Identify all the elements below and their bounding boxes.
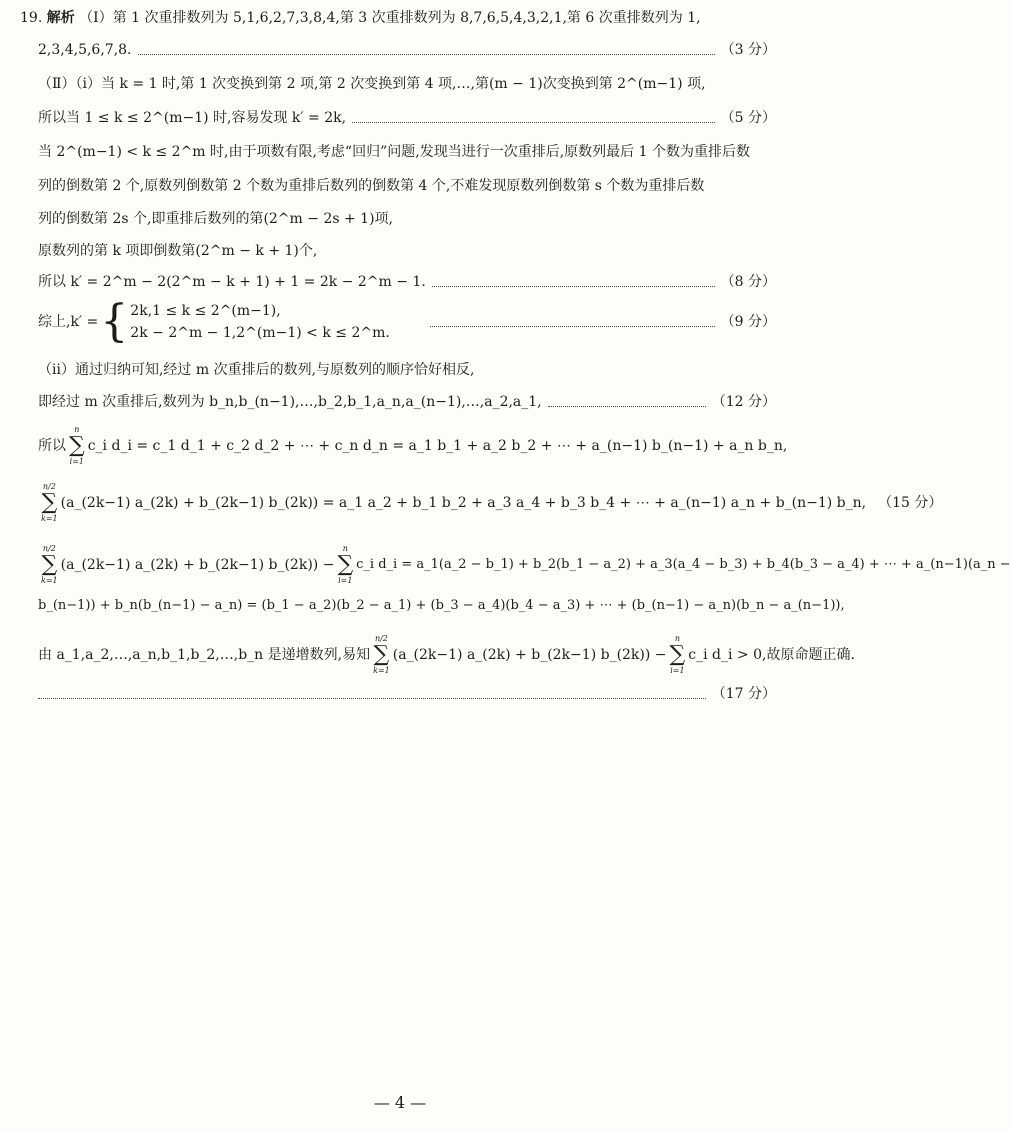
piecewise-brace [98, 296, 390, 347]
score-9: （9 分） [720, 314, 776, 330]
part2ii-line2 [38, 392, 776, 412]
dot-leader [352, 122, 715, 123]
sum-upper: n/2 [42, 544, 56, 553]
line7-prefix: 由 a_1,a_2,…,a_n,b_1,b_2,…,b_n 是递增数列,易知 [38, 647, 371, 663]
part2i-line2 [38, 108, 776, 128]
sum-upper: n [74, 425, 80, 434]
problem-header: 解析 [46, 10, 75, 26]
part1-text-b: 2,3,4,5,6,7,8. [38, 42, 132, 58]
line3-rest: c_i d_i = c_1 d_1 + c_2 d_2 + ⋯ + c_n d_n = a_1 b_1 + a_2 b_2 + ⋯ + a_(n−1) b_(n−1) + a_n b_n, [87, 438, 788, 454]
score-12: （12 分） [711, 394, 776, 410]
part2i-summary [38, 298, 776, 346]
part1-text-a: 第 1 次重排数列为 5,1,6,2,7,3,8,4,第 3 次重排数列为 8,7,6,5,4,3,2,1,第 6 次重排数列为 1, [112, 10, 701, 26]
score-3: （3 分） [720, 42, 776, 58]
final-score-line [38, 684, 776, 704]
problem-number: 19. [20, 10, 43, 26]
part2i-line3: 当 2^(m−1) < k ≤ 2^m 时,由于项数有限,考虑“回归”问题,发现当进行一次重排后,原数列最后 1 个数为重排后数 [38, 144, 750, 160]
left-brace-icon: { [100, 296, 129, 347]
piecewise-cases [130, 300, 390, 344]
sum-symbol [69, 425, 85, 467]
score-17: （17 分） [711, 686, 776, 702]
part2i-text2: 所以当 1 ≤ k ≤ 2^(m−1) 时,容易发现 k′ = 2k, [38, 110, 347, 126]
score-15: （15 分） [878, 495, 943, 511]
case-2: 2k − 2^m − 1,2^(m−1) < k ≤ 2^m. [130, 325, 390, 341]
line5-rest: (a_(2k−1) a_(2k) + b_(2k−1) b_(2k)) − [60, 557, 335, 573]
sum-lower: i=1 [670, 666, 685, 675]
sigma-icon: ∑ [669, 642, 686, 667]
sum-symbol [670, 634, 686, 676]
line7-mid: (a_(2k−1) a_(2k) + b_(2k−1) b_(2k)) − [392, 647, 667, 663]
line5-tail: c_i d_i = a_1(a_2 − b_1) + b_2(b_1 − a_2) + a_3(a_4 − b_3) + b_4(b_3 − a_4) + ⋯ + a_(n−1)(a_n − [356, 557, 1011, 572]
part2i-line4: 列的倒数第 2 个,原数列倒数第 2 个数为重排后数列的倒数第 4 个,不难发现原数列倒数第 s 个数为重排后数 [38, 178, 705, 194]
part2i-label: （Ⅱ）（ⅰ） [38, 76, 101, 92]
case-1: 2k,1 ≤ k ≤ 2^(m−1), [130, 303, 281, 319]
sum-lower: i=1 [69, 457, 85, 466]
line7-tail: c_i d_i > 0,故原命题正确. [688, 647, 855, 663]
part2ii-line3 [38, 424, 788, 468]
summary-prefix: 综上,k′ = [38, 314, 99, 330]
page-number: — 4 — [373, 1093, 427, 1112]
part2ii-line1 [38, 360, 776, 380]
sum-upper: n [342, 544, 348, 553]
part2i-line1 [38, 74, 776, 94]
part2ii-text1: 通过归纳可知,经过 m 次重排后的数列,与原数列的顺序恰好相反, [74, 362, 475, 378]
part2ii-line5 [38, 540, 1011, 590]
score-5: （5 分） [720, 110, 776, 126]
sigma-icon: ∑ [69, 433, 85, 458]
sum-lower: k=1 [373, 666, 390, 675]
dot-leader [38, 698, 706, 699]
sum-lower: k=1 [41, 576, 58, 585]
sum-lower: i=1 [338, 576, 353, 585]
part1-line2 [38, 40, 776, 60]
sum-upper: n [674, 634, 680, 643]
sum-lower: k=1 [41, 514, 58, 523]
part2i-line5: 列的倒数第 2s 个,即重排后数列的第(2^m − 2s + 1)项, [38, 211, 393, 227]
part2i-line6: 原数列的第 k 项即倒数第(2^m − k + 1)个, [38, 243, 318, 259]
part2ii-text2: 即经过 m 次重排后,数列为 b_n,b_(n−1),…,b_2,b_1,a_n,a_(n−1),…,a_2,a_1, [38, 394, 542, 410]
dot-leader [548, 406, 706, 407]
dot-leader [138, 54, 715, 55]
dot-leader [430, 326, 715, 327]
dot-leader [432, 286, 715, 287]
sum-upper: n/2 [42, 482, 56, 491]
part2ii-line4 [38, 478, 943, 528]
score-8: （8 分） [720, 274, 776, 290]
sum-symbol [41, 482, 58, 524]
line4-rest: (a_(2k−1) a_(2k) + b_(2k−1) b_(2k)) = a_1 a_2 + b_1 b_2 + a_3 a_4 + b_3 b_4 + ⋯ + a_(n−1) a_n + b_(n−1) b_n, [60, 495, 867, 511]
part2i-text1: 当 k = 1 时,第 1 次变换到第 2 项,第 2 次变换到第 4 项,…,第(m − 1)次变换到第 2^(m−1) 项, [101, 76, 706, 92]
sigma-icon: ∑ [373, 642, 390, 667]
sum-symbol [41, 544, 58, 586]
line3-prefix: 所以 [38, 438, 66, 454]
part2ii-line7 [38, 630, 855, 680]
part2i-text7: 所以 k′ = 2^m − 2(2^m − k + 1) + 1 = 2k − 2^m − 1. [38, 274, 426, 290]
part1-label: （Ⅰ） [79, 10, 113, 26]
sum-symbol [373, 634, 390, 676]
part2ii-label: （ⅱ） [38, 362, 75, 378]
sigma-icon: ∑ [41, 552, 58, 577]
sum-upper: n/2 [374, 634, 388, 643]
sigma-icon: ∑ [41, 490, 58, 515]
part2i-line7 [38, 272, 776, 292]
part1-line1 [20, 8, 776, 28]
sum-symbol [337, 544, 353, 586]
part2ii-line6: b_(n−1)) + b_n(b_(n−1) − a_n) = (b_1 − a_2)(b_2 − a_1) + (b_3 − a_4)(b_4 − a_3) + ⋯ + (b_(n−1) − a_n)(b_n − a_(n−1)), [38, 598, 845, 613]
sigma-icon: ∑ [337, 552, 354, 577]
